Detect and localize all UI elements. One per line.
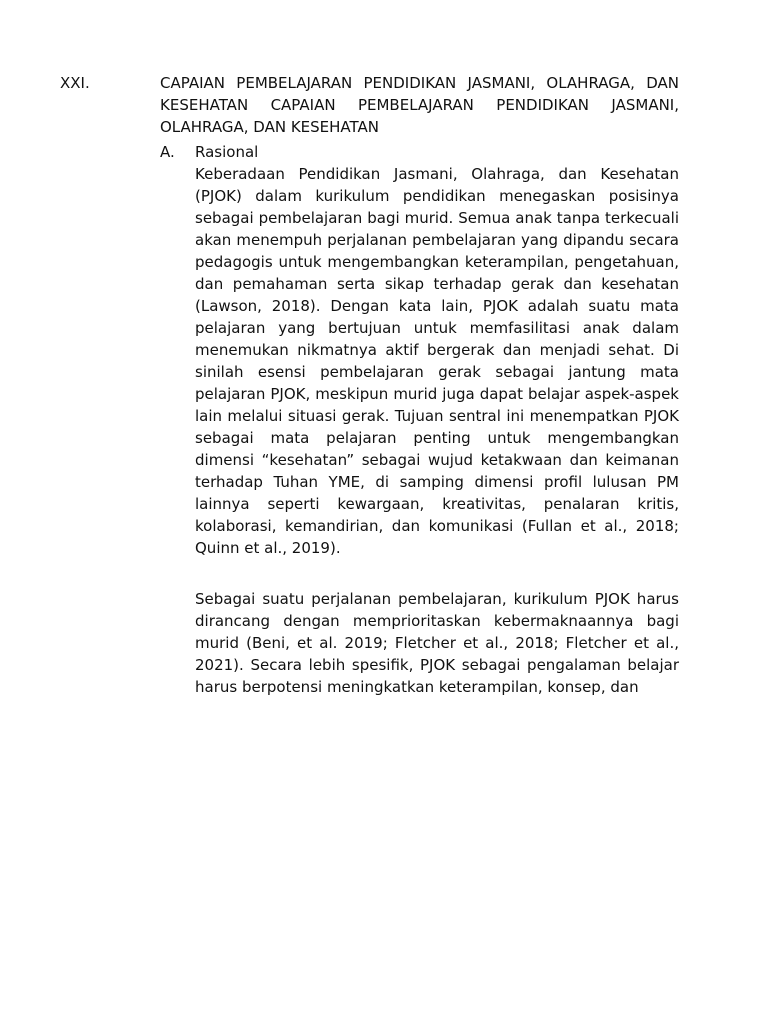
chapter-title: CAPAIAN PEMBELAJARAN PENDIDIKAN JASMANI, OLAHRAGA, DAN KESEHATAN CAPAIAN PEMBELAJARAN PENDIDIKAN JASMANI, OLAHRAGA, DAN KESEHATAN — [160, 74, 679, 136]
paragraph-rasional-2: Sebagai suatu perjalanan pembelajaran, kurikulum PJOK harus dirancang dengan memprioritaskan kebermaknaannya bagi murid (Beni, et al. 2019; Fletcher et al., 2018; Fletcher et al., 2021). Secara lebih spesifik, PJOK sebagai pengalaman belajar harus berpotensi meningkatkan keterampilan, konsep, dan — [195, 590, 679, 696]
paragraph-rasional-1: Keberadaan Pendidikan Jasmani, Olahraga, dan Kesehatan (PJOK) dalam kurikulum pendidikan menegaskan posisinya sebagai pembelajaran bagi murid. Semua anak tanpa terkecuali akan menempuh perjalanan pembelajaran yang dipandu secara pedagogis untuk mengembangkan keterampilan, pengetahuan, dan pemahaman serta sikap terhadap gerak dan kesehatan (Lawson, 2018). Dengan kata lain, PJOK adalah suatu mata pelajaran yang bertujuan untuk memfasilitasi anak dalam menemukan nikmatnya aktif bergerak dan menjadi sehat. Di sinilah esensi pembelajaran gerak sebagai jantung mata pelajaran PJOK, meskipun murid juga dapat belajar aspek-aspek lain melalui situasi gerak. Tujuan sentral ini menempatkan PJOK sebagai mata pelajaran penting untuk mengembangkan dimensi “kesehatan” sebagai wujud ketakwaan dan keimanan terhadap Tuhan YME, di samping dimensi profil lulusan PM lainnya seperti kewargaan, kreativitas, penalaran kritis, kolaborasi, kemandirian, dan komunikasi (Fullan et al., 2018; Quinn et al., 2019). — [195, 165, 679, 557]
section-letter: A. — [160, 143, 175, 161]
section-title: Rasional — [195, 143, 259, 161]
chapter-number: XXI. — [60, 74, 90, 92]
